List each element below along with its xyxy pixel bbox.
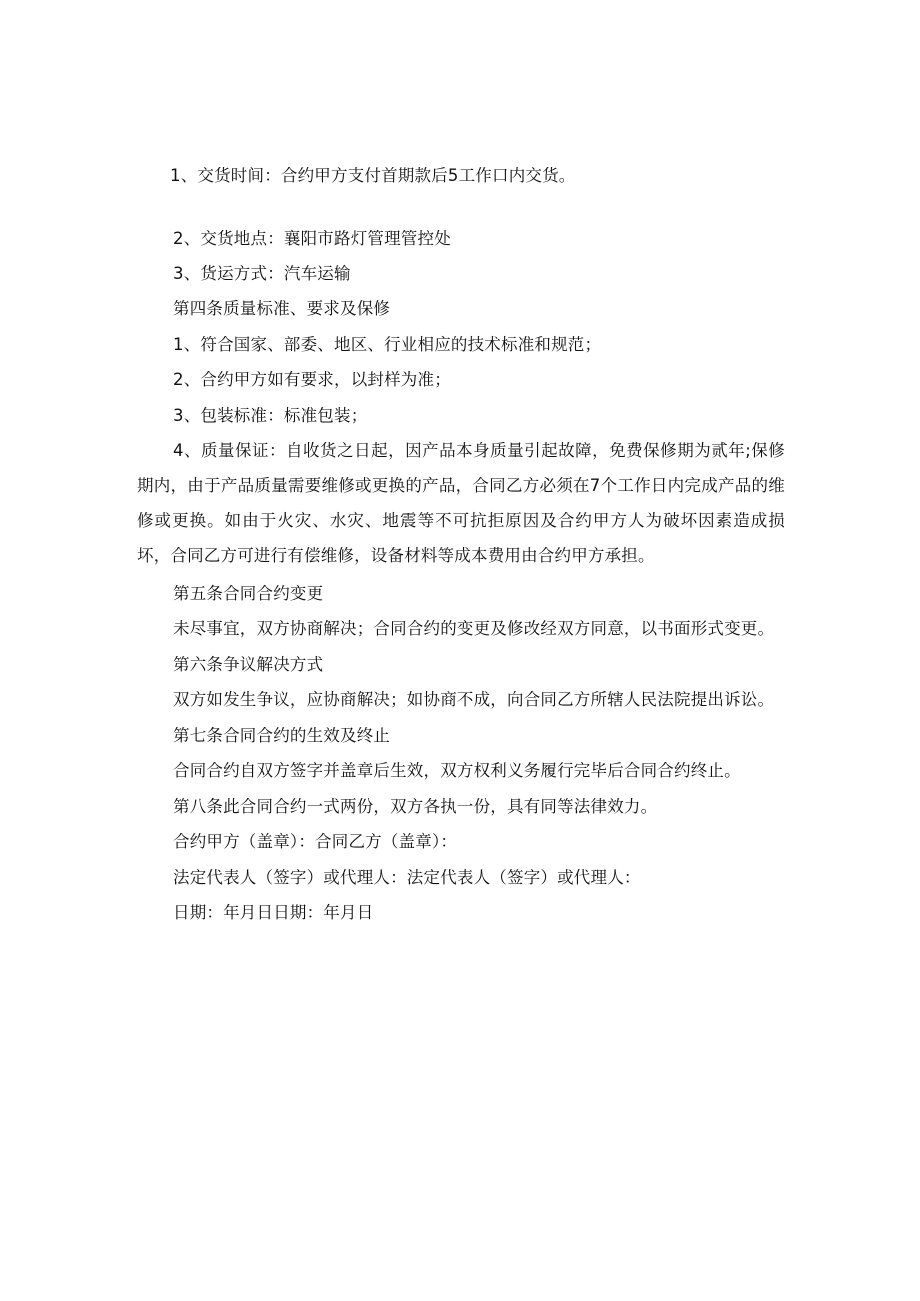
contract-change-text: 未尽事宜，双方协商解决；合同合约的变更及修改经双方同意，以书面形式变更。 [173, 619, 775, 638]
article-4-heading: 第四条质量标准、要求及保修 [173, 299, 391, 318]
representative-line: 法定代表人（签字）或代理人：法定代表人（签字）或代理人： [173, 868, 641, 887]
article-7-heading: 第七条合同合约的生效及终止 [173, 726, 391, 745]
article-5-heading: 第五条合同合约变更 [173, 584, 324, 603]
article-6-heading: 第六条争议解决方式 [173, 655, 324, 674]
sample-requirement-clause: 2、合约甲方如有要求，以封样为准； [173, 370, 451, 389]
seal-line: 合约甲方（盖章）：合同乙方（盖章）： [173, 832, 458, 851]
quality-guarantee-paragraph: 4、质量保证：自收货之日起，因产品本身质量引起故障，免费保修期为贰年;保修期内，由于产品质量需要维修或更换的产品，合同乙方必须在7个工作日内完成产品的维修或更换。如由于火灾、水灾、地震等不可抗拒原因及合约甲方人为破坏因素造成损坏，合同乙方可进行有偿维修，设备材料等成本费用由合约甲方承担。 [137, 441, 785, 565]
delivery-location-clause: 2、交货地点：襄阳市路灯管理管控处 [173, 229, 451, 248]
delivery-time-clause: 1、交货时间：合约甲方支付首期款后5工作口内交货。 [170, 166, 576, 185]
packaging-standard-clause: 3、包装标准：标准包装； [173, 406, 368, 425]
shipping-method-clause: 3、货运方式：汽车运输 [173, 264, 351, 283]
date-line: 日期：年月日日期：年月日 [173, 903, 374, 922]
effectiveness-text: 合同合约自双方签字并盖章后生效，双方权利义务履行完毕后合同合约终止。 [173, 761, 741, 780]
quality-standard-clause: 1、符合国家、部委、地区、行业相应的技术标准和规范； [173, 335, 602, 354]
article-8-text: 第八条此合同合约一式两份，双方各执一份，具有同等法律效力。 [173, 797, 658, 816]
dispute-resolution-text: 双方如发生争议，应协商解决；如协商不成，向合同乙方所辖人民法院提出诉讼。 [173, 690, 775, 709]
